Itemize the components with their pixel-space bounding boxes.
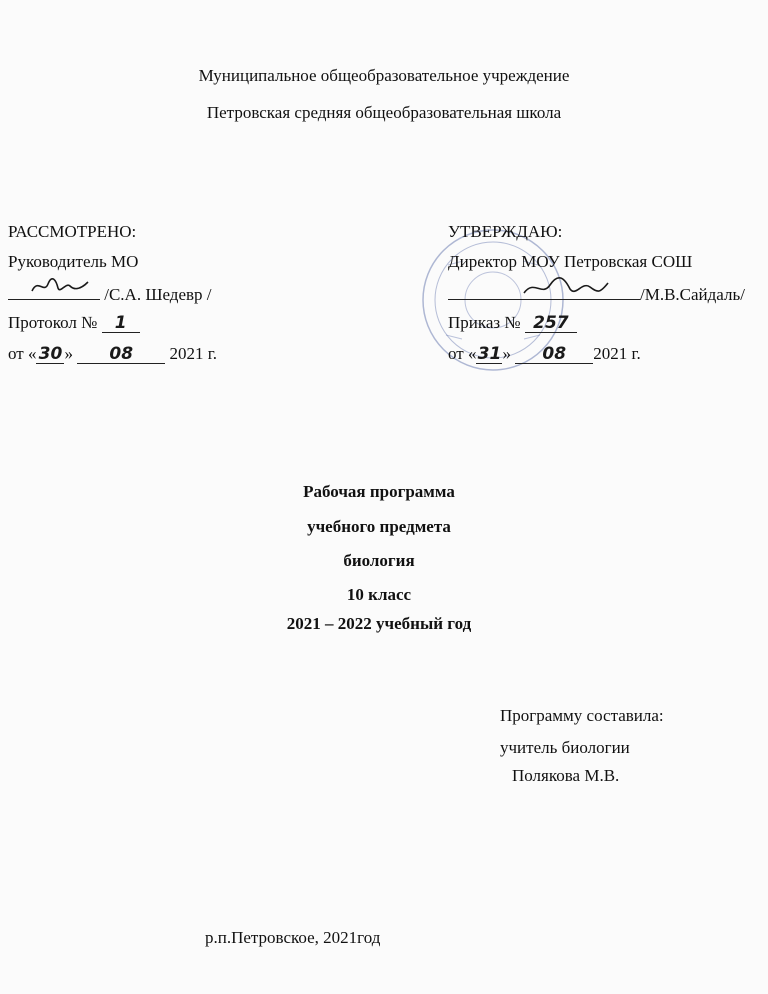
program-title: Рабочая программа: [303, 482, 455, 501]
reviewer-signature-image: [30, 276, 90, 298]
subject-name: биология: [343, 551, 415, 570]
reviewed-date-day: 30: [36, 345, 64, 364]
order-line: [448, 313, 577, 333]
approved-date-year: 2021 г.: [593, 344, 641, 363]
author-name: Полякова М.В.: [512, 766, 620, 785]
subject-label: учебного предмета: [307, 517, 451, 536]
place-and-year: р.п.Петровское, 2021год: [205, 928, 381, 947]
order-label: Приказ №: [448, 313, 521, 332]
approved-date-close-quote: »: [502, 344, 511, 363]
approver-signature-image: [520, 275, 610, 301]
approver-role: Директор МОУ Петровская СОШ: [448, 252, 693, 271]
date-open-quote: от «: [8, 344, 37, 363]
protocol-line: [8, 313, 140, 333]
protocol-number: 1: [102, 314, 140, 333]
approved-title: УТВЕРЖДАЮ:: [448, 222, 563, 241]
approver-name: /М.В.Сайдаль/: [640, 285, 745, 304]
approved-date-month: 08: [515, 345, 593, 364]
reviewer-role: Руководитель МО: [8, 252, 139, 271]
school-name-line: Петровская средняя общеобразовательная школа: [206, 103, 562, 122]
reviewed-date-year: 2021 г.: [169, 344, 218, 363]
protocol-label: Протокол №: [8, 313, 98, 332]
school-type-line: Муниципальное общеобразовательное учреждение: [198, 66, 570, 85]
grade-level: 10 класс: [346, 585, 412, 604]
author-position: учитель биологии: [500, 738, 630, 757]
reviewed-date-month: 08: [77, 345, 165, 364]
date-close-quote: »: [64, 344, 73, 363]
reviewed-title: РАССМОТРЕНО:: [8, 222, 137, 241]
order-number: 257: [525, 314, 577, 333]
reviewer-name: /С.А. Шедевр /: [104, 285, 212, 304]
academic-year: 2021 – 2022 учебный год: [286, 614, 472, 633]
approved-date-line: [448, 344, 641, 364]
approved-date-day: 31: [477, 344, 502, 364]
author-label: Программу составила:: [500, 706, 664, 725]
approved-date-open-quote: от «: [448, 344, 477, 363]
reviewed-date-line: [8, 344, 217, 364]
